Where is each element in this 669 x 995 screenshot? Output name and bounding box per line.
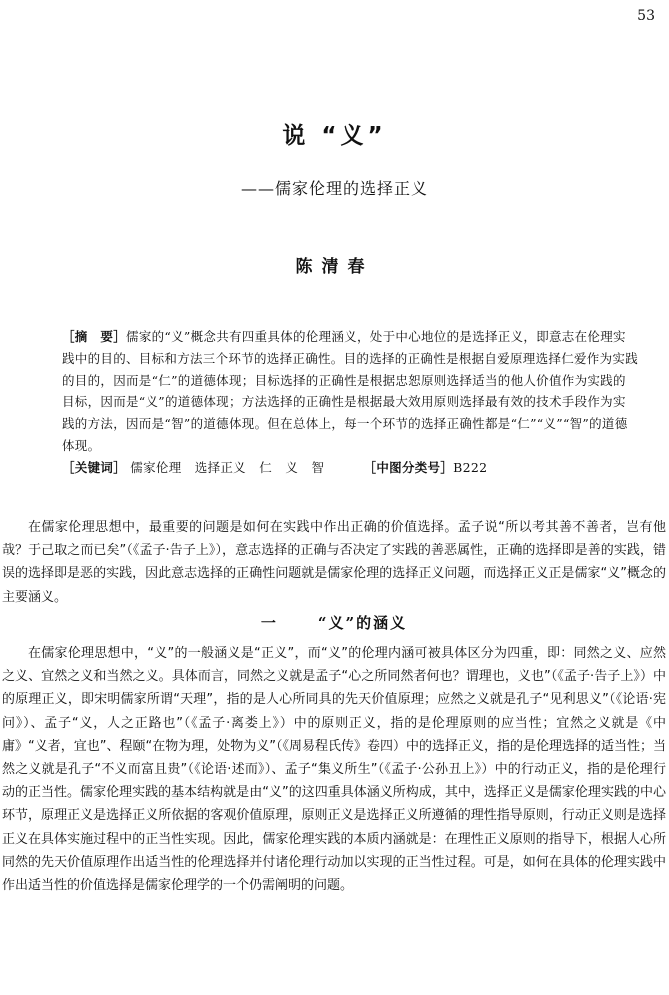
page-number: 53: [637, 8, 655, 24]
section-number: 一: [260, 613, 278, 632]
abstract-paragraph: [62, 326, 638, 457]
keywords-row: [62, 457, 638, 479]
abstract-label: ［摘 要］: [62, 329, 127, 344]
section-paragraph: 在儒家伦理思想中，“义”的一般涵义是“正义”，而“义”的伦理内涵可被具体区分为四重，即：同然之义、应然之义、宜然之义和当然之义。具体而言，同然之义就是孟子“心之所同然者何也？谓理也，义也”（《孟子·告子上》）中的原理正义，即宋明儒家所谓“天理”，指的是人心所同具的先天价值原理；应然之义就是孔子“见利思义”（《论语·宪问》）、孟子“义，人之正路也”（《孟子·离娄上》）中的原则正义，指的是伦理原则的应当性；宜然之义就是《中庸》“义者，宜也”、程颐“在物为理，处物为义”（《周易程氏传》卷四）中的选择正义，指的是伦理选择的适当性；当然之义就是孔子“不义而富且贵”（《论语·述而》）、孟子“集义所生”（《孟子·公孙丑上》）中的行动正义，指的是伦理行动的正当性。儒家伦理实践的基本结构就是由“义”的这四重具体涵义所构成，其中，选择正义是儒家伦理实践的中心环节，原理正义是选择正义所依据的客观价值原理，原则正义是选择正义所遵循的理性指导原则，行动正义则是选择正义在具体实施过程中的正当性实现。因此，儒家伦理实践的本质内涵就是：在理性正义原则的指导下，根据人心所同然的先天价值原理作出适当性的伦理选择并付诸伦理行动加以实现的正当性过程。可是，如何在具体的伦理实践中作出适当性的价值选择是儒家伦理学的一个仍需阐明的问题。: [2, 646, 666, 894]
abstract-text: 儒家的“义”概念共有四重具体的伦理涵义，处于中心地位的是选择正义，即意志在伦理实践中的目的、目标和方法三个环节的选择正确性。目的选择的正确性是根据自爱原理选择仁爱作为实践的目的，因而是“仁”的道德体现；目标选择的正确性是根据忠恕原则选择适当的他人价值作为实践的目标，因而是“义”的道德体现；方法选择的正确性是根据最大效用原则选择最有效的技术手段作为实践的方法，因而是“智”的道德体现。但在总体上，每一个环节的选择正确性都是“仁”“义”“智”的道德体现。: [62, 329, 639, 453]
keyword-item: 仁: [259, 459, 273, 475]
keyword-item: 儒家伦理: [130, 459, 182, 475]
keyword-item: 选择正义: [194, 459, 246, 475]
keyword-item: 智: [311, 459, 325, 475]
author-name: 陈清春: [295, 257, 374, 277]
article-subtitle: ——儒家伦理的选择正义: [240, 179, 428, 198]
section-title: “义”的涵义: [317, 613, 408, 632]
clc-label: ［中图分类号］: [363, 459, 454, 475]
keyword-item: 义: [285, 459, 299, 475]
keywords-label: ［关键词］: [62, 459, 127, 475]
clc-value: B222: [453, 459, 488, 475]
section-heading: [2, 612, 666, 635]
abstract-block: [62, 326, 638, 479]
article-title: 说 “义”: [282, 123, 387, 149]
article-body: [2, 516, 666, 897]
intro-paragraph: 在儒家伦理思想中，最重要的问题是如何在实践中作出正确的价值选择。孟子说“所以考其善不善者，岂有他哉？于己取之而已矣”（《孟子·告子上》），意志选择的正确与否决定了实践的善恶属性，正确的选择即是善的实践，错误的选择即是恶的实践，因此意志选择的正确性问题就是儒家伦理的选择正义问题，而选择正义正是儒家“义”概念的主要涵义。: [2, 520, 666, 605]
